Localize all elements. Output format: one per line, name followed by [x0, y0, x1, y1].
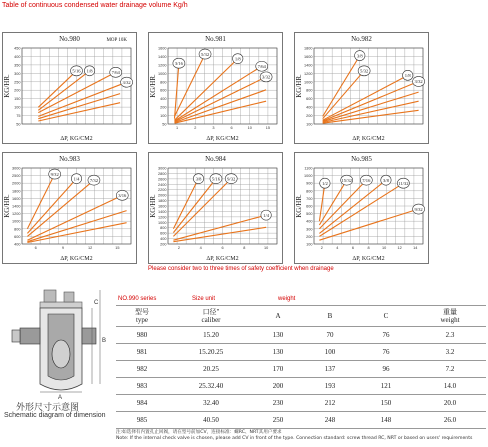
- y-axis-label: KG/HR.: [149, 194, 157, 218]
- x-tick-label: 2: [194, 126, 197, 130]
- series-line: [173, 227, 266, 241]
- y-tick-label: 600: [14, 234, 21, 239]
- series-line: [175, 63, 179, 118]
- x-tick-label: 6: [221, 246, 224, 250]
- spec-cell: 200: [254, 378, 302, 395]
- spec-cell: 983: [116, 378, 168, 395]
- y-tick-label: 700: [306, 196, 313, 201]
- x-tick-label: 10: [381, 246, 387, 250]
- y-tick-label: 800: [160, 226, 167, 231]
- curve-label: [116, 190, 128, 200]
- x-tick-label: 3: [212, 126, 215, 130]
- x-tick-label: 4: [199, 246, 202, 250]
- x-tick-label: 10: [247, 126, 252, 130]
- curve-label: [225, 174, 237, 184]
- schematic-diagram: [0, 284, 114, 444]
- y-tick-label: 400: [160, 237, 167, 242]
- y-tick-label: 250: [14, 80, 21, 85]
- chart-frame: [3, 33, 137, 144]
- y-tick-label: 400: [160, 97, 167, 102]
- y-tick-label: 350: [14, 63, 21, 68]
- spec-cell: 148: [358, 412, 414, 429]
- curve-label: [413, 204, 425, 214]
- y-tick-label: 1400: [12, 204, 21, 209]
- y-tick-label: 800: [306, 189, 313, 194]
- spec-cell: 70: [302, 327, 358, 344]
- chart-svg: [2, 152, 137, 264]
- svg-text:3/16: 3/16: [118, 193, 127, 199]
- y-tick-label: 1400: [158, 54, 167, 59]
- spec-cell: 193: [302, 378, 358, 395]
- svg-text:5/32: 5/32: [360, 68, 369, 74]
- spec-cell: 15.20: [168, 327, 254, 344]
- svg-text:3/8: 3/8: [383, 177, 389, 183]
- spec-cell: 40.50: [168, 412, 254, 429]
- y-tick-label: 150: [14, 97, 21, 102]
- y-tick-label: 1100: [304, 166, 313, 171]
- y-tick-label: 400: [306, 105, 313, 110]
- svg-text:1/2: 1/2: [321, 181, 328, 186]
- spec-cell: 980: [116, 327, 168, 344]
- curve-label: [403, 70, 413, 80]
- y-tick-label: 2200: [158, 188, 167, 193]
- y-tick-label: 800: [306, 88, 313, 93]
- chart-subtitle: MOP 10K: [106, 38, 127, 43]
- dim-label-c: C: [94, 300, 99, 306]
- y-tick-label: 400: [14, 54, 21, 59]
- weight-label: weight: [278, 296, 296, 302]
- footnote-cn: 注:如选择有内置孔止回阀，请在型号前加CV，连接标准：螺RC、NRT其用户要求: [116, 430, 282, 435]
- curve-label: [355, 51, 365, 61]
- chart-svg: [148, 152, 283, 264]
- svg-text:7/32: 7/32: [89, 177, 99, 183]
- curve-label: [413, 76, 425, 86]
- chart-frame: [295, 33, 429, 144]
- curve-label: [193, 174, 203, 184]
- chart-no-982: [294, 32, 429, 144]
- chart-title: No.983: [59, 155, 80, 163]
- svg-text:3/8: 3/8: [356, 53, 363, 59]
- curve-label: [358, 66, 370, 76]
- y-tick-label: 1800: [304, 46, 313, 51]
- y-tick-label: 200: [306, 234, 313, 239]
- y-tick-label: 2000: [158, 193, 167, 198]
- header-b: B: [302, 306, 358, 327]
- spec-cell: 981: [116, 344, 168, 361]
- svg-text:3/32: 3/32: [122, 80, 131, 85]
- y-tick-label: 1000: [12, 219, 21, 224]
- chart-title: No.985: [351, 155, 372, 163]
- spec-row: [116, 395, 486, 412]
- svg-text:3/16: 3/16: [174, 61, 183, 66]
- chart-title: No.980: [59, 35, 80, 43]
- x-axis-label: ΔP, KG/CM2: [60, 136, 93, 142]
- curve-label: [49, 169, 61, 179]
- y-tick-label: 100: [160, 114, 167, 119]
- y-tick-label: 600: [160, 231, 167, 236]
- chart-svg: [148, 32, 283, 144]
- x-tick-label: 15: [265, 126, 271, 130]
- x-tick-label: 1: [176, 126, 179, 130]
- spec-cell: 982: [116, 361, 168, 378]
- chart-no-984: [148, 152, 283, 264]
- curve-label: [320, 178, 330, 188]
- spec-cell: 137: [302, 361, 358, 378]
- footnote: [116, 430, 486, 441]
- spec-row: [116, 361, 486, 378]
- x-tick-label: 12: [397, 246, 402, 250]
- x-tick-label: 2: [177, 246, 180, 250]
- svg-text:3/32: 3/32: [262, 74, 271, 80]
- svg-text:3/32: 3/32: [414, 79, 423, 85]
- y-tick-label: 1200: [12, 212, 21, 217]
- spec-cell: 26.0: [414, 412, 486, 429]
- svg-text:11/32: 11/32: [398, 181, 409, 186]
- y-tick-label: 600: [306, 97, 313, 102]
- x-tick-label: 14: [413, 246, 418, 250]
- y-axis-label: KG/HR.: [3, 74, 11, 98]
- x-axis-label: ΔP, KG/CM2: [206, 256, 239, 262]
- y-tick-label: 50: [162, 122, 167, 127]
- curve-label: [173, 58, 185, 68]
- y-tick-label: 100: [14, 105, 21, 110]
- y-tick-label: 900: [306, 181, 313, 186]
- spec-cell: 248: [302, 412, 358, 429]
- y-tick-label: 1000: [158, 71, 167, 76]
- y-tick-label: 1400: [304, 63, 313, 68]
- y-tick-label: 100: [306, 122, 313, 127]
- y-tick-label: 500: [306, 212, 313, 217]
- y-tick-label: 1800: [158, 199, 167, 204]
- size-unit-label: Size unit: [192, 296, 216, 302]
- x-axis-label: ΔP, KG/CM2: [352, 136, 385, 142]
- y-tick-label: 1200: [158, 63, 167, 68]
- y-tick-label: 200: [160, 105, 167, 110]
- spec-cell: 985: [116, 412, 168, 429]
- y-tick-label: 2600: [158, 177, 167, 182]
- spec-cell: 150: [358, 395, 414, 412]
- y-tick-label: 1600: [158, 46, 167, 51]
- svg-text:1/4: 1/4: [73, 176, 80, 182]
- curve-label: [71, 66, 83, 76]
- y-tick-label: 2400: [158, 182, 167, 187]
- series-line: [323, 81, 419, 121]
- spec-row: [116, 344, 486, 361]
- series-line: [38, 71, 76, 108]
- y-tick-label: 600: [160, 88, 167, 93]
- y-tick-label: 3000: [12, 166, 21, 171]
- y-tick-label: 100: [306, 242, 313, 247]
- header-type: 型号 type: [116, 306, 168, 327]
- diagram-caption-en: Schematic diagram of dimension: [4, 412, 106, 419]
- series-line: [27, 174, 54, 229]
- y-tick-label: 300: [306, 227, 313, 232]
- y-tick-label: 800: [160, 80, 167, 85]
- spec-cell: 121: [358, 378, 414, 395]
- spec-cell: 25.32.40: [168, 378, 254, 395]
- spec-table: [116, 305, 486, 429]
- series-line: [323, 71, 364, 119]
- svg-text:1/8: 1/8: [404, 73, 411, 79]
- y-tick-label: 2800: [158, 171, 167, 176]
- y-axis-label: KG/HR.: [3, 194, 11, 218]
- chart-no-983: [2, 152, 137, 264]
- y-axis-label: KG/HR.: [295, 74, 303, 98]
- spec-cell: 212: [302, 395, 358, 412]
- spec-cell: 32.40: [168, 395, 254, 412]
- chart-title: No.981: [205, 35, 226, 43]
- spec-cell: 170: [254, 361, 302, 378]
- chart-title: No.984: [205, 155, 226, 163]
- y-tick-label: 200: [14, 88, 21, 93]
- y-tick-label: 50: [16, 122, 21, 127]
- y-tick-label: 450: [14, 46, 21, 51]
- x-tick-label: 9: [61, 246, 64, 250]
- svg-text:5/16: 5/16: [211, 176, 221, 182]
- chart-frame: [149, 153, 283, 264]
- y-tick-label: 600: [306, 204, 313, 209]
- x-tick-label: 6: [351, 246, 354, 250]
- spec-cell: 250: [254, 412, 302, 429]
- chart-no-981: [148, 32, 283, 144]
- header-a: A: [254, 306, 302, 327]
- y-tick-label: 1200: [158, 215, 167, 220]
- series-line: [38, 68, 89, 111]
- chart-no-985: [294, 152, 429, 264]
- x-tick-label: 4: [336, 246, 339, 250]
- y-axis-label: KG/HR.: [149, 74, 157, 98]
- spec-cell: 76: [358, 327, 414, 344]
- chart-title: No.982: [351, 35, 372, 43]
- spec-cell: 3.2: [414, 344, 486, 361]
- curve-label: [71, 174, 81, 184]
- curve-label: [360, 175, 372, 185]
- y-tick-label: 1000: [158, 220, 167, 225]
- svg-text:5/16: 5/16: [72, 68, 81, 74]
- x-tick-label: 2: [320, 246, 323, 250]
- spec-cell: 14.0: [414, 378, 486, 395]
- chart-svg: [294, 32, 429, 144]
- spec-cell: 100: [302, 344, 358, 361]
- x-tick-label: 6: [34, 246, 37, 250]
- series-label: NO.990 series: [118, 296, 157, 302]
- y-tick-label: 1800: [12, 189, 21, 194]
- y-tick-label: 2500: [12, 174, 21, 179]
- header-c: C: [358, 306, 414, 327]
- svg-text:9/32: 9/32: [50, 171, 59, 177]
- y-tick-label: 1200: [304, 71, 313, 76]
- svg-text:1/8: 1/8: [234, 56, 241, 62]
- chart-svg: [294, 152, 429, 264]
- x-axis-label: ΔP, KG/CM2: [60, 256, 93, 262]
- y-tick-label: 200: [306, 114, 313, 119]
- spec-row: [116, 378, 486, 395]
- spec-row: [116, 412, 486, 429]
- spec-cell: 15.20.25: [168, 344, 254, 361]
- x-axis-label: ΔP, KG/CM2: [352, 256, 385, 262]
- spec-cell: 7.2: [414, 361, 486, 378]
- y-tick-label: 400: [306, 219, 313, 224]
- curve-label: [199, 49, 211, 59]
- svg-text:1/4: 1/4: [263, 212, 270, 218]
- curve-label: [260, 72, 272, 82]
- svg-text:7/64: 7/64: [111, 70, 120, 76]
- y-tick-label: 400: [14, 242, 21, 247]
- y-tick-label: 800: [14, 227, 21, 232]
- chart-no-980: [2, 32, 137, 144]
- curve-label: [381, 175, 391, 185]
- y-tick-label: 1400: [158, 209, 167, 214]
- curve-label: [256, 61, 268, 71]
- spec-cell: 130: [254, 344, 302, 361]
- drainage-charts: [0, 14, 488, 276]
- dim-label-a: A: [58, 395, 63, 400]
- spec-cell: 2.3: [414, 327, 486, 344]
- page-title: Table of continuous condensed water drainage volume Kg/h: [2, 2, 188, 9]
- y-tick-label: 1600: [12, 196, 21, 201]
- y-tick-label: 300: [14, 71, 21, 76]
- curve-label: [88, 175, 100, 185]
- series-line: [175, 77, 267, 122]
- spec-header-row: [116, 306, 486, 327]
- y-tick-label: 1600: [304, 54, 313, 59]
- curve-label: [84, 66, 94, 76]
- chart-frame: [295, 153, 429, 264]
- dim-label-b: B: [102, 338, 107, 344]
- x-axis-label: ΔP, KG/CM2: [206, 136, 239, 142]
- curve-label: [210, 174, 222, 184]
- y-axis-label: KG/HR.: [295, 194, 303, 218]
- spec-cell: 20.25: [168, 361, 254, 378]
- spec-cell: 230: [254, 395, 302, 412]
- y-tick-label: 3000: [158, 166, 167, 171]
- curve-label: [121, 77, 133, 87]
- svg-text:5/32: 5/32: [200, 51, 210, 57]
- spec-cell: 130: [254, 327, 302, 344]
- spec-cell: 20.0: [414, 395, 486, 412]
- x-tick-label: 8: [367, 246, 370, 250]
- x-tick-label: 15: [115, 246, 120, 250]
- x-tick-label: 6: [230, 126, 233, 130]
- x-tick-label: 12: [88, 246, 93, 250]
- y-tick-label: 1600: [158, 204, 167, 209]
- svg-text:9/32: 9/32: [414, 206, 423, 212]
- svg-text:15/32: 15/32: [341, 177, 352, 183]
- series-line: [319, 183, 325, 221]
- svg-text:9/32: 9/32: [227, 176, 236, 182]
- spec-cell: 96: [358, 361, 414, 378]
- steam-trap-drawing: [0, 284, 114, 400]
- y-tick-label: 200: [160, 242, 167, 247]
- svg-text:7/64: 7/64: [257, 64, 266, 70]
- curve-label: [110, 67, 122, 77]
- y-tick-label: 2000: [12, 181, 21, 186]
- svg-text:3/8: 3/8: [195, 176, 202, 182]
- y-tick-label: 1000: [304, 80, 313, 85]
- footnote-en: Note: If the internal check valve is chosen, please add CV in front of the type. Connection standard: screw thread RC, NRT or based on users' requirements: [116, 435, 473, 441]
- x-tick-label: 8: [243, 246, 246, 250]
- y-tick-label: 1000: [304, 174, 313, 179]
- curve-label: [233, 54, 243, 64]
- safety-note: Please consider two to three times of safety coefficient when drainage: [148, 266, 334, 272]
- spec-cell: 76: [358, 344, 414, 361]
- curve-label: [261, 210, 271, 220]
- chart-svg: [2, 32, 137, 144]
- curve-label: [397, 178, 409, 188]
- x-tick-label: 10: [263, 246, 269, 250]
- spec-row: [116, 327, 486, 344]
- chart-frame: [149, 33, 283, 144]
- curve-label: [341, 175, 353, 185]
- header-caliber: 口径" caliber: [168, 306, 254, 327]
- svg-text:7/16: 7/16: [362, 177, 371, 183]
- y-tick-label: 75: [16, 114, 21, 119]
- svg-text:1/8: 1/8: [86, 68, 93, 74]
- header-weight: 重量 weight: [414, 306, 486, 327]
- spec-cell: 984: [116, 395, 168, 412]
- diagram-caption-cn: 外形尺寸示意图: [16, 403, 80, 413]
